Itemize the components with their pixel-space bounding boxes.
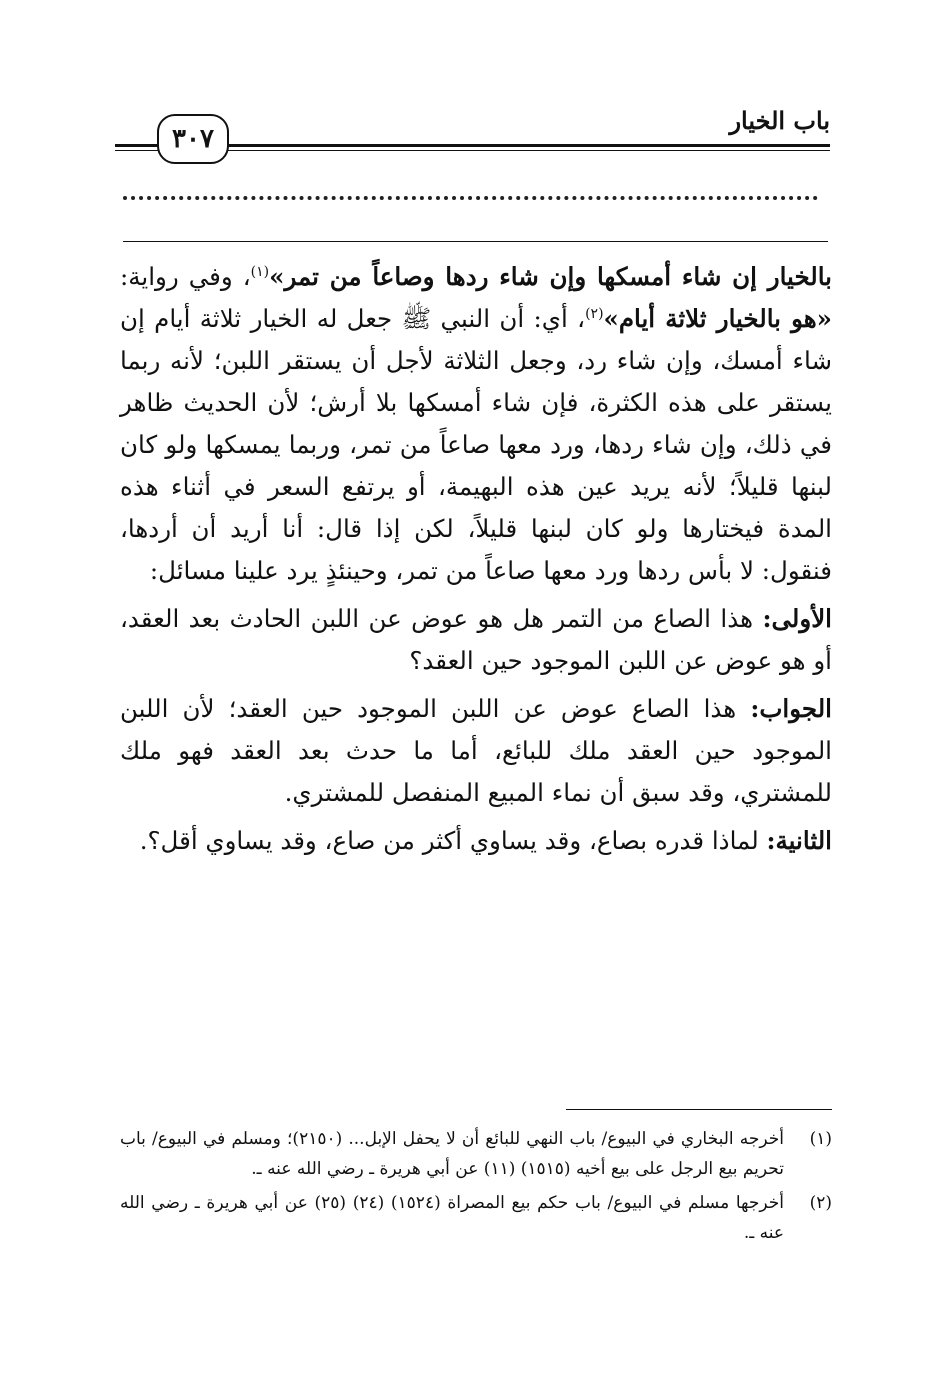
footnote-number: (٢): [809, 1193, 832, 1213]
page-number: ٣٠٧: [157, 114, 229, 164]
running-title: باب الخيار: [729, 106, 830, 135]
footnote-number: (١): [809, 1129, 832, 1149]
paragraph-1: [120, 256, 832, 592]
paragraph-1-mid: ، وفي رواية:: [120, 262, 251, 291]
footnote-text: أخرجه البخاري في البيوع/ باب النهي للبائع أن لا يحفل الإبل... (٢١٥٠)؛ ومسلم في البيوع/ باب تحريم بيع الرجل على بيع أخيه (١٥١٥) (١١) عن أبي هريرة ـ رضي الله عنه ـ.: [120, 1129, 784, 1179]
footnote-rule: [566, 1109, 832, 1110]
issue-label-first: الأولى:: [762, 604, 832, 633]
main-text: [120, 256, 832, 868]
page-header: [115, 100, 830, 170]
dotted-separator: [123, 196, 818, 200]
text-top-rule: [123, 241, 828, 242]
footnote-item: [120, 1188, 832, 1248]
paragraph-3: [120, 688, 832, 814]
paragraph-1-rest: ، أي: أن النبي ﷺ جعل له الخيار ثلاثة أيام إن شاء أمسك، وإن شاء رد، وجعل الثلاثة لأجل أن يستقر اللبن؛ لأنه ربما يستقر على هذه الكثرة، فإن شاء أمسكها بلا أرش؛ لأن الحديث ظاهر في ذلك، وإن شاء ردها، ورد معها صاعاً من تمر، وربما يمسكها ولو كان لبنها قليلاً؛ لأنه يريد عين هذه البهيمة، أو يرتفع السعر في أثناء هذه المدة فيختارها ولو كان لبنها قليلاً، لكن إذا قال: أنا أريد أن أردها، فنقول: لا بأس ردها ورد معها صاعاً من تمر، وحينئذٍ يرد علينا مسائل:: [120, 304, 832, 585]
issue-label-second: الثانية:: [766, 826, 832, 855]
hadith-quote-2: «هو بالخيار ثلاثة أيام»: [603, 304, 832, 333]
footnote-item: [120, 1124, 832, 1184]
paragraph-4: [120, 820, 832, 862]
answer-label: الجواب:: [750, 694, 832, 723]
paragraph-2-text: هذا الصاع من التمر هل هو عوض عن اللبن الحادث بعد العقد، أو هو عوض عن اللبن الموجود حين العقد؟: [120, 604, 832, 675]
footnote-ref-2: (٢): [585, 305, 604, 322]
footnote-ref-1: (١): [250, 263, 270, 280]
paragraph-2: [120, 598, 832, 682]
paragraph-4-text: لماذا قدره بصاع، وقد يساوي أكثر من صاع، وقد يساوي أقل؟.: [139, 826, 767, 855]
footnotes: [120, 1124, 832, 1252]
hadith-quote-1: بالخيار إن شاء أمسكها وإن شاء ردها وصاعاً من تمر»: [269, 262, 833, 291]
paragraph-3-text: هذا الصاع عوض عن اللبن الموجود حين العقد؛ لأن اللبن الموجود حين العقد ملك للبائع، أما ما حدث بعد العقد فهو ملك للمشتري، وقد سبق أن نماء المبيع المنفصل للمشتري.: [120, 694, 832, 807]
footnote-text: أخرجها مسلم في البيوع/ باب حكم بيع المصراة (١٥٢٤) (٢٤) (٢٥) عن أبي هريرة ـ رضي الله عنه ـ.: [120, 1193, 785, 1243]
